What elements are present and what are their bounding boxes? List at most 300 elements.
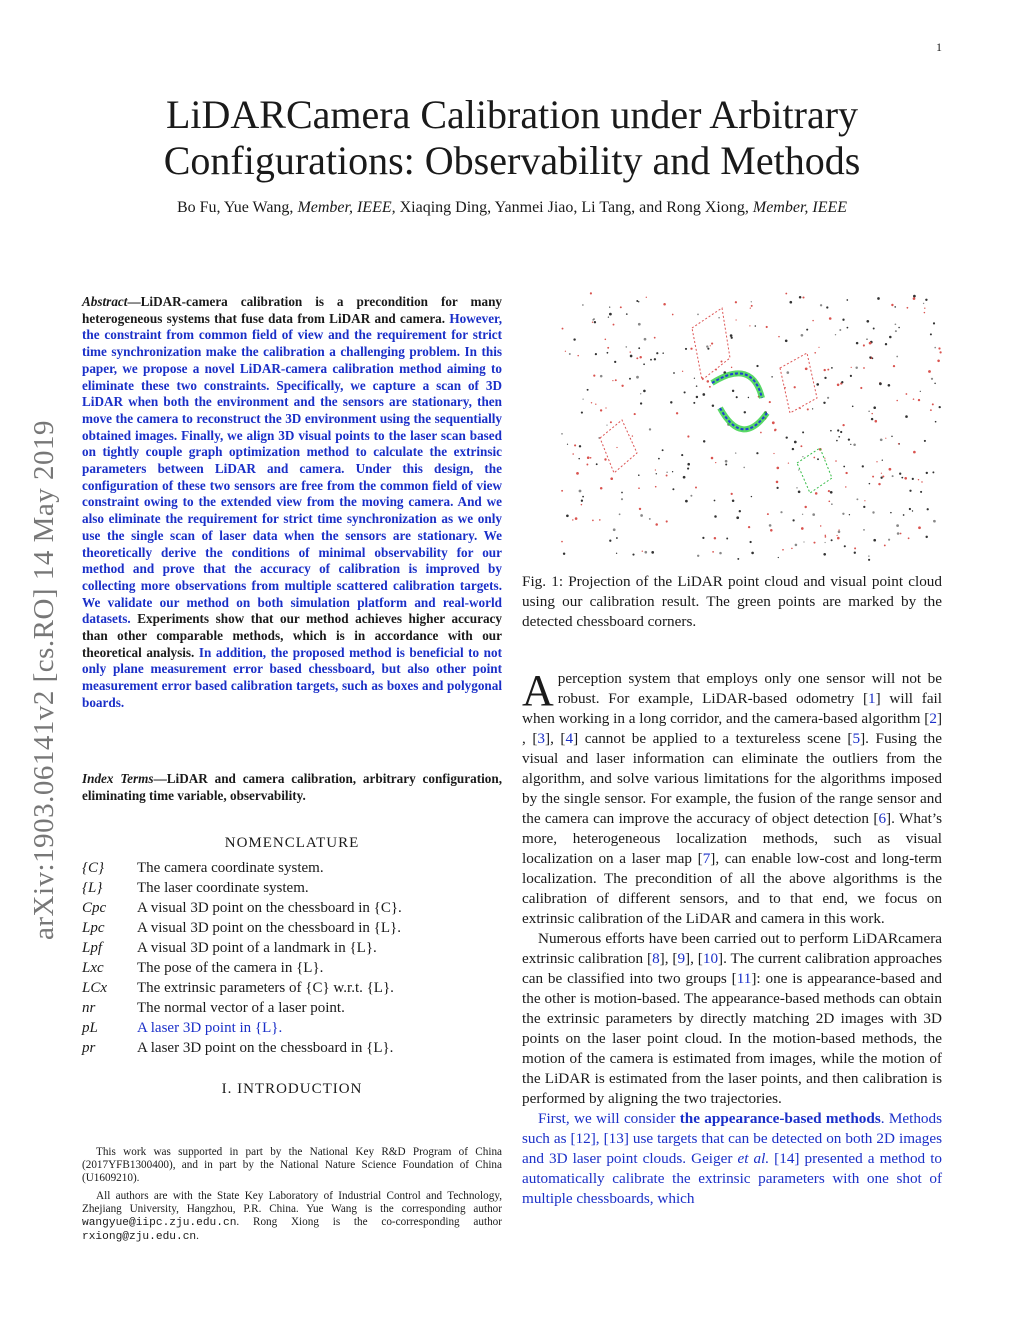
point-cloud-figure — [552, 288, 952, 570]
point — [572, 453, 574, 455]
point — [871, 413, 872, 414]
point — [823, 553, 826, 556]
point — [655, 486, 657, 488]
nomenclature-description: The laser coordinate system. — [137, 880, 309, 896]
point — [697, 314, 699, 316]
point — [896, 356, 898, 358]
point — [767, 513, 769, 515]
point — [854, 552, 856, 554]
chessboard-left — [600, 308, 730, 473]
point — [885, 343, 887, 345]
abstract-part-4: In addition, the proposed method is beneficial to not only plane measurement error based chessboard, but also other point measurement error based calibration targets, such as boxes and polygonal boards. — [82, 644, 503, 710]
point — [838, 529, 839, 530]
point — [682, 371, 683, 372]
point — [792, 519, 794, 521]
citation-link[interactable]: 7 — [702, 850, 711, 867]
point — [932, 403, 934, 405]
point — [860, 387, 862, 389]
nomenclature-symbol: pr — [82, 1040, 96, 1056]
point — [877, 297, 880, 300]
intro-paragraph-2 — [522, 929, 942, 1109]
point — [621, 492, 623, 494]
point — [786, 371, 789, 374]
point — [924, 312, 925, 313]
point — [791, 548, 793, 550]
point — [565, 351, 566, 352]
point — [794, 386, 796, 388]
point — [709, 386, 711, 388]
text: ] will fail when working in a long corridor, and the camera-based algorithm [ — [522, 690, 942, 727]
point — [780, 511, 782, 513]
point — [696, 385, 698, 387]
point — [581, 504, 583, 506]
point — [827, 369, 829, 371]
point — [666, 472, 668, 474]
point — [702, 393, 705, 396]
point — [891, 304, 893, 306]
point — [842, 424, 844, 426]
point — [905, 415, 908, 418]
point — [898, 443, 899, 444]
point — [714, 537, 716, 539]
text: ], [ — [659, 950, 678, 967]
point — [721, 361, 723, 363]
point — [776, 481, 779, 484]
text: First, we will consider — [538, 1110, 680, 1127]
point — [930, 333, 932, 335]
citation-link[interactable]: 6 — [878, 810, 887, 827]
footnote — [82, 1146, 502, 1248]
point — [644, 338, 647, 341]
point — [933, 322, 935, 324]
point — [654, 358, 656, 360]
point — [606, 425, 607, 426]
point — [802, 514, 803, 515]
point — [845, 486, 846, 487]
nomenclature-symbol: Lpf — [82, 940, 103, 956]
citation-link[interactable]: 2 — [929, 710, 937, 727]
point — [925, 299, 927, 301]
point — [636, 376, 639, 379]
point — [581, 500, 583, 502]
point — [621, 498, 623, 500]
point — [846, 299, 848, 301]
point — [748, 526, 750, 528]
point — [649, 428, 651, 430]
nomenclature-row — [82, 978, 502, 998]
point — [613, 324, 615, 326]
point — [798, 490, 801, 493]
text: Numerous efforts have been carried out to perform LiDARcamera extrinsic calibration [ — [522, 930, 942, 967]
point — [690, 348, 692, 350]
point — [866, 339, 867, 340]
point — [616, 537, 618, 539]
point — [756, 365, 758, 367]
footnote-affiliation-text-2: . Rong Xiong is the co-corresponding author — [236, 1216, 502, 1229]
title-line-1: LiDARCamera Calibration under Arbitrary — [165, 92, 859, 137]
abstract-lead: Abstract — [82, 294, 128, 309]
point — [592, 520, 594, 522]
point — [828, 500, 830, 502]
point — [849, 514, 850, 515]
point — [561, 541, 563, 543]
index-terms-text: —LiDAR and camera calibration, arbitrary configuration, eliminating time variable, observability. — [82, 771, 502, 803]
point — [736, 516, 739, 519]
point — [582, 398, 583, 399]
text: ], [ — [545, 730, 566, 747]
citation-link[interactable]: 8 — [652, 950, 660, 967]
point — [751, 496, 752, 497]
point — [613, 528, 616, 531]
point — [830, 491, 833, 494]
point — [774, 429, 776, 431]
point — [590, 292, 592, 294]
point — [592, 322, 593, 323]
point — [804, 506, 806, 508]
point — [850, 444, 851, 445]
point — [681, 454, 683, 456]
point — [798, 469, 799, 470]
point — [837, 429, 839, 431]
point — [770, 529, 773, 532]
point — [593, 375, 595, 377]
point — [899, 473, 901, 475]
point — [924, 440, 926, 442]
point — [895, 323, 897, 325]
point — [566, 514, 569, 517]
email-link[interactable]: rxiong@zju.edu.cn — [82, 1231, 197, 1244]
point — [772, 421, 775, 424]
point — [684, 391, 686, 393]
email-link[interactable]: wangyue@iipc.zju.edu.cn — [82, 1217, 237, 1230]
point — [562, 328, 564, 330]
point — [842, 513, 844, 515]
point — [934, 347, 936, 349]
point — [732, 390, 734, 392]
chessboard-arc — [712, 373, 767, 429]
point — [851, 367, 852, 368]
point — [835, 460, 837, 462]
point — [799, 296, 802, 299]
nomenclature-row — [82, 958, 502, 978]
point — [609, 307, 610, 308]
intro-paragraph-3 — [522, 1109, 942, 1209]
point — [726, 538, 728, 540]
nomenclature-symbol: Cpc — [82, 900, 107, 916]
point — [785, 293, 787, 295]
point — [932, 471, 934, 473]
point — [769, 401, 771, 403]
point — [856, 342, 859, 345]
point — [630, 351, 631, 352]
text: ] , [ — [522, 710, 942, 747]
text: ]: one is appearance-based and the other is motion-based. The appearance-based methods can obtain the extrinsic parameters by directly matching 2D images with 3D points on the laser point cloud. In the motion-based methods, the motion of the camera is estimated from images, while the motion of the LiDAR is estimated from the laser points, and then calibration is performed by aligning the two trajectories. — [522, 970, 943, 1107]
point — [725, 464, 727, 466]
nomenclature-symbol: {L} — [82, 880, 103, 896]
point — [913, 451, 916, 454]
point — [879, 382, 882, 385]
text: ]. What’s more, heterogeneous localization methods, such as visual localization on a laser map [ — [522, 810, 943, 867]
point — [920, 391, 921, 392]
point — [891, 436, 892, 437]
nomenclature-symbol: Lxc — [82, 960, 104, 976]
point — [604, 458, 606, 460]
point — [645, 551, 648, 554]
point — [863, 344, 865, 346]
point — [634, 413, 636, 415]
point — [855, 366, 857, 368]
paper-title — [60, 92, 964, 184]
point — [600, 409, 602, 411]
point — [825, 536, 827, 538]
point — [828, 490, 830, 492]
citation-link[interactable]: 1 — [868, 690, 876, 707]
point — [831, 503, 832, 504]
authors-member-2: Member, IEEE — [752, 199, 848, 216]
point — [927, 508, 929, 510]
point — [632, 435, 633, 436]
point — [586, 464, 588, 466]
point — [655, 469, 656, 470]
point — [666, 475, 668, 477]
point — [820, 304, 822, 306]
point — [836, 440, 838, 442]
point — [830, 430, 832, 432]
point — [743, 467, 745, 469]
citation-link[interactable]: 4 — [565, 730, 574, 747]
citation-link[interactable]: 11 — [736, 970, 752, 987]
point — [884, 544, 886, 546]
point — [814, 352, 816, 354]
point — [786, 436, 788, 438]
nomenclature-symbol: LCx — [82, 980, 108, 996]
point — [662, 449, 664, 451]
footnote-funding: This work was supported in part by the National Key R&D Program of China (2017YFB1300400), and in part by the National Nature Science Foundation of China (U1609210). — [82, 1146, 502, 1185]
nomenclature-description: The normal vector of a laser point. — [137, 1000, 345, 1016]
point — [751, 301, 752, 302]
point — [842, 319, 844, 321]
point — [718, 317, 720, 319]
point — [920, 491, 922, 493]
point — [872, 476, 874, 478]
nomenclature-table — [82, 858, 502, 1058]
point — [683, 476, 686, 479]
point — [844, 545, 846, 547]
point — [882, 460, 883, 461]
point — [614, 361, 616, 363]
point — [827, 397, 829, 399]
point — [888, 539, 890, 541]
point — [802, 431, 804, 433]
point — [897, 532, 900, 535]
point — [868, 559, 870, 561]
point — [862, 465, 864, 467]
point — [812, 408, 813, 409]
point — [725, 460, 728, 463]
point — [812, 320, 813, 321]
point — [687, 435, 689, 437]
point — [935, 421, 937, 423]
point — [907, 307, 909, 309]
section-heading-introduction: I. INTRODUCTION — [221, 1081, 363, 1097]
point — [835, 334, 836, 335]
point — [872, 511, 874, 513]
point — [782, 549, 784, 551]
point — [801, 527, 804, 530]
point — [788, 462, 789, 463]
point — [778, 557, 779, 558]
point — [639, 356, 641, 358]
point — [656, 352, 658, 354]
point — [766, 326, 768, 328]
point — [654, 337, 656, 339]
point — [638, 301, 639, 302]
point — [703, 440, 705, 442]
point — [760, 432, 762, 434]
citation-link[interactable]: 5 — [852, 730, 861, 747]
point — [805, 367, 808, 370]
point — [561, 433, 562, 434]
point — [875, 420, 878, 423]
point — [934, 383, 935, 384]
point — [711, 343, 713, 345]
point — [847, 327, 849, 329]
point — [901, 477, 903, 479]
point — [672, 314, 674, 316]
point — [824, 542, 825, 543]
point — [850, 375, 852, 377]
citation-link[interactable]: 3 — [537, 730, 546, 747]
point — [918, 399, 920, 401]
point — [672, 471, 673, 472]
title-line-2: Configurations: Observability and Methods — [163, 138, 861, 183]
point — [890, 512, 892, 514]
point — [574, 444, 576, 446]
point — [900, 533, 902, 535]
point — [676, 412, 678, 414]
point — [824, 458, 825, 459]
point — [826, 306, 828, 308]
point — [626, 313, 628, 315]
point — [639, 508, 641, 510]
point — [925, 536, 927, 538]
point — [813, 457, 815, 459]
point — [913, 398, 915, 400]
point — [707, 380, 710, 383]
chessboard-right — [780, 353, 832, 493]
point — [582, 496, 584, 498]
point — [931, 378, 933, 380]
nomenclature-symbol: nr — [82, 1000, 96, 1016]
point — [894, 306, 896, 308]
text: ]. The current calibration approaches can be classified into two groups [ — [522, 950, 942, 987]
point — [572, 519, 573, 520]
point — [735, 319, 736, 320]
point — [848, 438, 850, 440]
point — [735, 301, 737, 303]
point — [605, 339, 607, 341]
point — [561, 490, 563, 492]
point — [869, 356, 871, 358]
point — [744, 411, 746, 413]
point — [912, 510, 913, 511]
text-bold: the appearance-based methods — [679, 1110, 881, 1127]
point — [749, 325, 750, 326]
point — [829, 317, 832, 320]
point — [638, 474, 640, 476]
point — [640, 402, 642, 404]
point — [939, 351, 941, 353]
point — [921, 481, 922, 482]
point — [576, 472, 579, 475]
point — [594, 321, 596, 323]
abstract-part-3: Experiments show that our method achieves higher accuracy than other comparable methods, which is in accordance with our theoretical analysis. — [82, 611, 502, 660]
point — [831, 539, 833, 541]
point — [794, 441, 797, 444]
text: ] cannot be applied to a textureless scene [ — [573, 730, 853, 747]
point — [818, 347, 819, 348]
point — [903, 514, 905, 516]
point — [749, 541, 751, 543]
drop-cap: A — [522, 666, 554, 715]
point — [579, 490, 582, 493]
point — [837, 537, 840, 540]
point — [845, 472, 847, 474]
point — [889, 468, 892, 471]
point — [685, 500, 688, 503]
point — [715, 462, 716, 463]
point — [913, 297, 916, 300]
point — [748, 397, 749, 398]
point — [697, 555, 699, 557]
point — [918, 479, 919, 480]
point — [731, 367, 732, 368]
point — [893, 365, 895, 367]
point — [608, 316, 609, 317]
point — [595, 404, 596, 405]
point — [908, 537, 910, 539]
point — [864, 500, 865, 501]
footnote-affiliation-text: All authors are with the State Key Laboratory of Industrial Control and Technology, Zhejiang University, Hangzhou, P.R. China. Yue Wang is the corresponding author — [82, 1189, 502, 1215]
citation-link[interactable]: 9 — [677, 950, 686, 967]
point — [629, 378, 631, 380]
point — [663, 303, 666, 306]
point — [687, 463, 690, 466]
point — [863, 367, 865, 369]
point — [813, 542, 815, 544]
point — [666, 520, 668, 522]
point — [607, 352, 609, 354]
nomenclature-description: The camera coordinate system. — [137, 860, 324, 876]
point — [616, 447, 617, 448]
point — [650, 359, 652, 361]
index-terms — [82, 771, 502, 804]
point — [573, 338, 575, 340]
text: [14] presented a method to automatically calibrate the extrinsic parameters with one shot of multiple chessboards, which — [522, 1150, 943, 1207]
citation-link[interactable]: 10 — [702, 950, 719, 967]
nomenclature-row — [82, 1038, 502, 1058]
point — [841, 381, 843, 383]
point — [615, 379, 617, 381]
point — [881, 473, 882, 474]
nomenclature-row — [82, 1018, 502, 1038]
nomenclature-description: A visual 3D point on the chessboard in {L}. — [137, 920, 401, 936]
point — [909, 508, 911, 510]
point — [871, 418, 873, 420]
text: ], [ — [685, 950, 703, 967]
point — [714, 515, 717, 518]
point — [896, 524, 899, 527]
